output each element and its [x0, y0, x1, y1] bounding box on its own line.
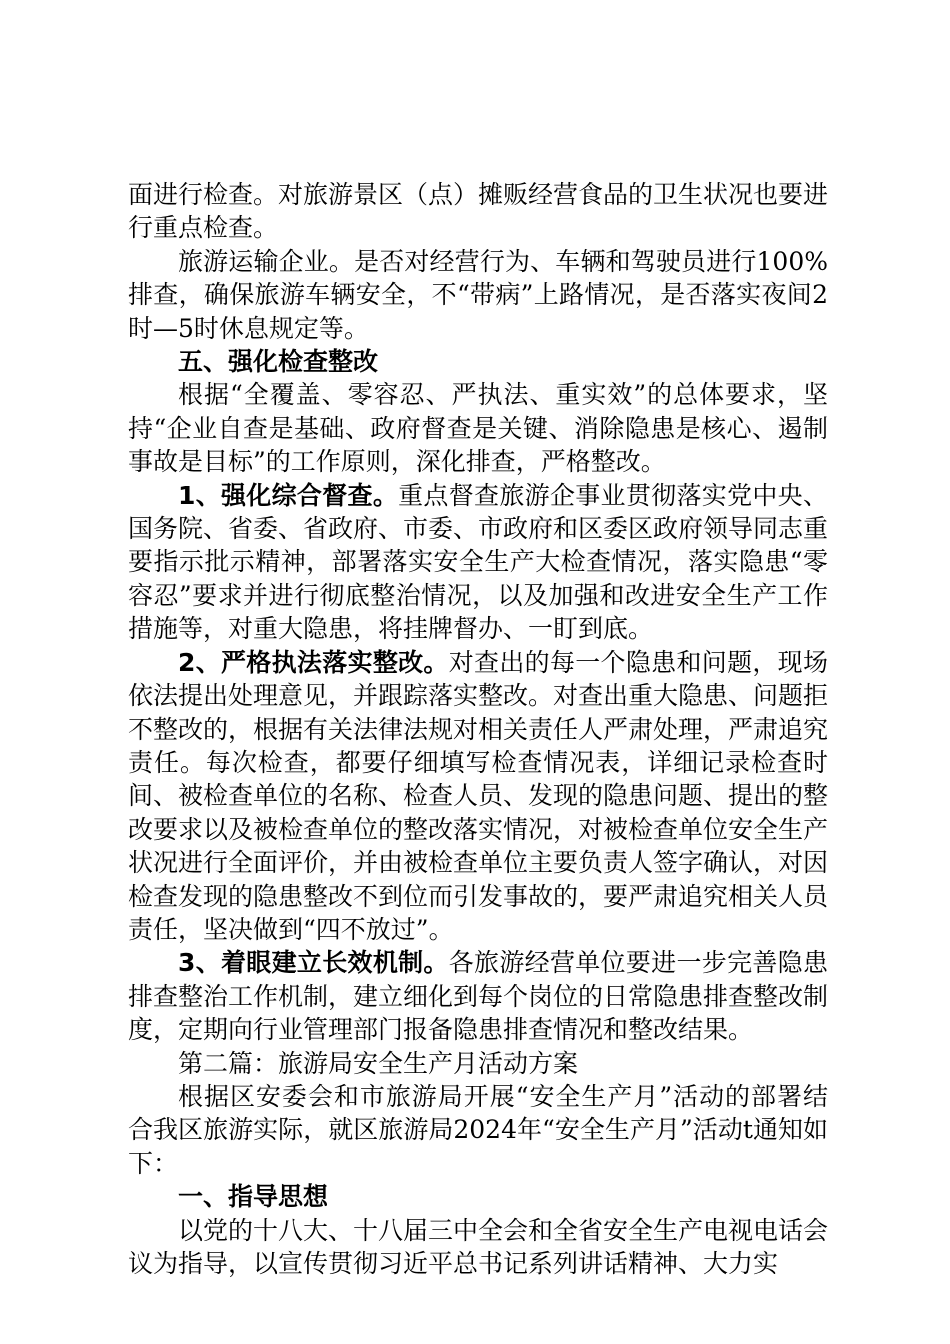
paragraph-guiding-ideology: 以党的十八大、十八届三中全会和全省安全生产电视电话会议为指导，以宣传贯彻习近平总书记系列讲话精神、大力实	[128, 1215, 829, 1278]
item-3-text: 各旅游经营单位要进一步完善隐患排查整治工作机制，建立细化到每个岗位的日常隐患排查整改制度，定期向行业管理部门报备隐患排查情况和整改结果。	[128, 948, 829, 1045]
paragraph-requirements: 根据“全覆盖、零容忍、严执法、重实效”的总体要求，坚持“企业自查是基础、政府督查是关键、消除隐患是核心、遏制事故是目标”的工作原则，深化排查，严格整改。	[128, 380, 828, 477]
item-1	[128, 479, 828, 646]
part-two-title: 第二篇：旅游局安全生产月活动方案	[178, 1048, 579, 1078]
paragraph-transport: 旅游运输企业。是否对经营行为、车辆和驾驶员进行100%排查，确保旅游车辆安全，不“带病”上路情况，是否落实夜间2时—5时休息规定等。	[128, 246, 828, 343]
item-3-title: 3、着眼建立长效机制。	[178, 948, 449, 978]
paragraph-inspection-continued: 面进行检查。对旅游景区（点）摊贩经营食品的卫生状况也要进行重点检查。	[128, 180, 829, 243]
item-3	[128, 946, 828, 1046]
item-1-title: 1、强化综合督查。	[178, 480, 399, 510]
document-body	[128, 178, 828, 1280]
item-2-title: 2、严格执法落实整改。	[178, 647, 449, 677]
item-2	[128, 646, 828, 947]
item-1-text: 重点督查旅游企事业贯彻落实党中央、国务院、省委、省政府、市委、市政府和区委区政府领导同志重要指示批示精神，部署落实安全生产大检查情况，落实隐患“零容忍”要求并进行彻底整治情况，以及加强和改进安全生产工作措施等，对重大隐患，将挂牌督办、一盯到底。	[128, 480, 829, 644]
heading-guiding-ideology: 一、指导思想	[178, 1182, 329, 1212]
item-2-text: 对查出的每一个隐患和问题，现场依法提出处理意见，并跟踪落实整改。对查出重大隐患、问题拒不整改的，根据有关法律法规对相关责任人严肃处理，严肃追究责任。每次检查，都要仔细填写检查情况表，详细记录检查时间、被检查单位的名称、检查人员、发现的隐患问题、提出的整改要求以及被检查单位的整改落实情况，对被检查单位安全生产状况进行全面评价，并由被检查单位主要负责人签字确认，对因检查发现的隐患整改不到位而引发事故的，要严肃追究相关人员责任，坚决做到“四不放过”。	[128, 647, 829, 944]
paragraph-notice: 根据区安委会和市旅游局开展“安全生产月”活动的部署结合我区旅游实际，就区旅游局2024年“安全生产月”活动t通知如下：	[128, 1081, 828, 1178]
heading-section-5: 五、强化检查整改	[178, 347, 379, 377]
